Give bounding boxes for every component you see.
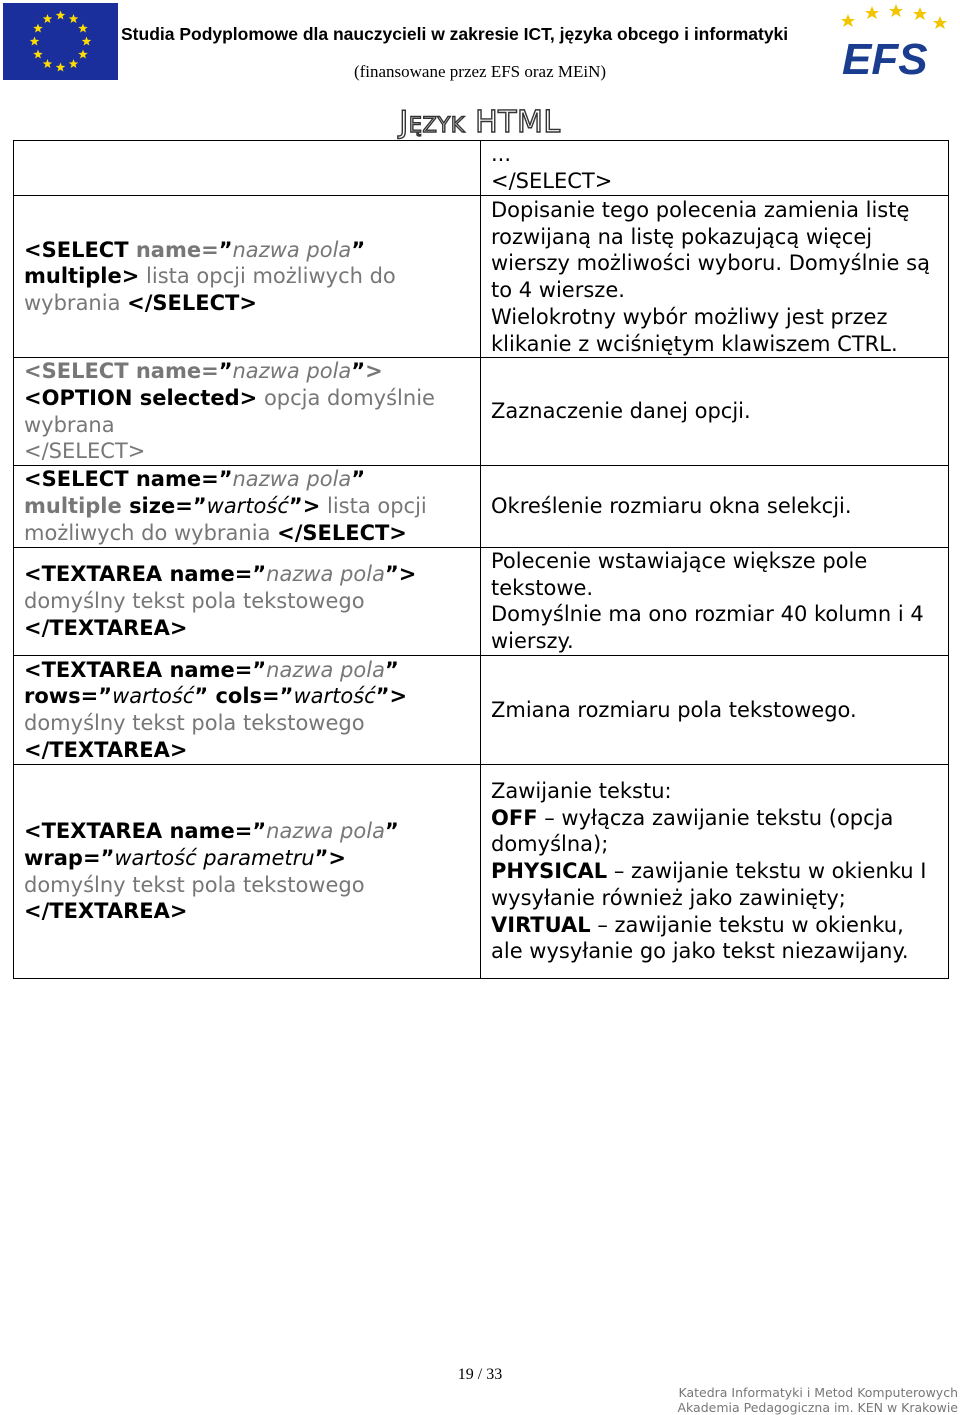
title-rest: HTML <box>475 105 561 140</box>
cell-right <box>481 196 949 358</box>
table-row <box>14 196 949 358</box>
cell-text: Wielokrotny wybór możliwy jest przez klikanie z wciśniętym klawiszem CTRL. <box>491 304 898 356</box>
cell-text: Polecenie wstawiające większe pole tekstowe. <box>491 549 868 600</box>
page-header <box>0 0 960 100</box>
title-small-caps: ĘZYK <box>408 113 466 137</box>
cell-left <box>14 141 481 196</box>
cell-text: Zmiana rozmiaru pola tekstowego. <box>491 697 857 722</box>
svg-text:EFS: EFS <box>842 35 928 82</box>
table-row <box>14 656 949 765</box>
efs-logo-icon <box>836 2 954 82</box>
cell-right <box>481 358 949 466</box>
cell-left: <SELECT name=”nazwa pola”> <OPTION selected> opcja domyślnie wybrana </SELECT> <box>14 358 481 466</box>
footer-institution <box>677 1385 958 1415</box>
cell-text: Dopisanie tego polecenia zamienia listę rozwijaną na listę pokazującą więcej wierszy możliwości wyboru. Domyślnie są to 4 wiersze. <box>491 198 930 303</box>
cell-text: Zawijanie tekstu: <box>491 779 672 804</box>
cell-left: <TEXTAREA name=”nazwa pola” wrap=”wartość parametru”> domyślny tekst pola tekstowego </TEXTAREA> <box>14 765 481 979</box>
cell-right <box>481 656 949 765</box>
cell-text: ... <box>491 142 512 167</box>
page-number: 19 / 33 <box>457 1366 503 1383</box>
cell-text: Domyślnie ma ono rozmiar 40 kolumn i 4 wierszy. <box>491 602 924 654</box>
cell-text: Zaznaczenie danej opcji. <box>491 399 751 424</box>
cell-right <box>481 141 949 196</box>
header-subtitle: (finansowane przez EFS oraz MEiN) <box>353 62 607 81</box>
cell-left: <SELECT name=”nazwa pola” multiple> lista opcji możliwych do wybrania </SELECT> <box>14 196 481 358</box>
efs-logo <box>836 2 954 82</box>
cell-text: </SELECT> <box>491 169 613 193</box>
cell-right <box>481 466 949 548</box>
cell-right <box>481 548 949 656</box>
table-row <box>14 765 949 979</box>
cell-left: <TEXTAREA name=”nazwa pola” rows=”wartość” cols=”wartość”> domyślny tekst pola tekstowego </TEXTAREA> <box>14 656 481 765</box>
table-row <box>14 358 949 466</box>
table-row <box>14 548 949 656</box>
cell-right <box>481 765 949 979</box>
table-row <box>14 466 949 548</box>
table-row <box>14 141 949 196</box>
cell-left: <TEXTAREA name=”nazwa pola”> domyślny tekst pola tekstowego </TEXTAREA> <box>14 548 481 656</box>
document-title <box>0 105 960 140</box>
header-title: Studia Podyplomowe dla nauczycieli w zakresie ICT, języka obcego i informatyki <box>121 24 789 44</box>
wrap-option-physical: PHYSICAL – zawijanie tekstu w okienku I wysyłanie również jako zawinięty; <box>491 859 927 910</box>
cell-text: Określenie rozmiaru okna selekcji. <box>491 494 852 519</box>
wrap-option-off: OFF – wyłącza zawijanie tekstu (opcja domyślna); <box>491 805 894 857</box>
wrap-option-virtual: VIRTUAL – zawijanie tekstu w okienku, ale wysyłanie go jako tekst niezawijany. <box>491 912 909 964</box>
title-initial: J <box>399 105 409 140</box>
footer-line: Akademia Pedagogiczna im. KEN w Krakowie <box>677 1400 958 1415</box>
footer-line: Katedra Informatyki i Metod Komputerowych <box>678 1385 958 1400</box>
cell-left: <SELECT name=”nazwa pola” multiple size=”wartość”> lista opcji możliwych do wybrania </SELECT> <box>14 466 481 548</box>
html-reference-table <box>13 140 949 979</box>
